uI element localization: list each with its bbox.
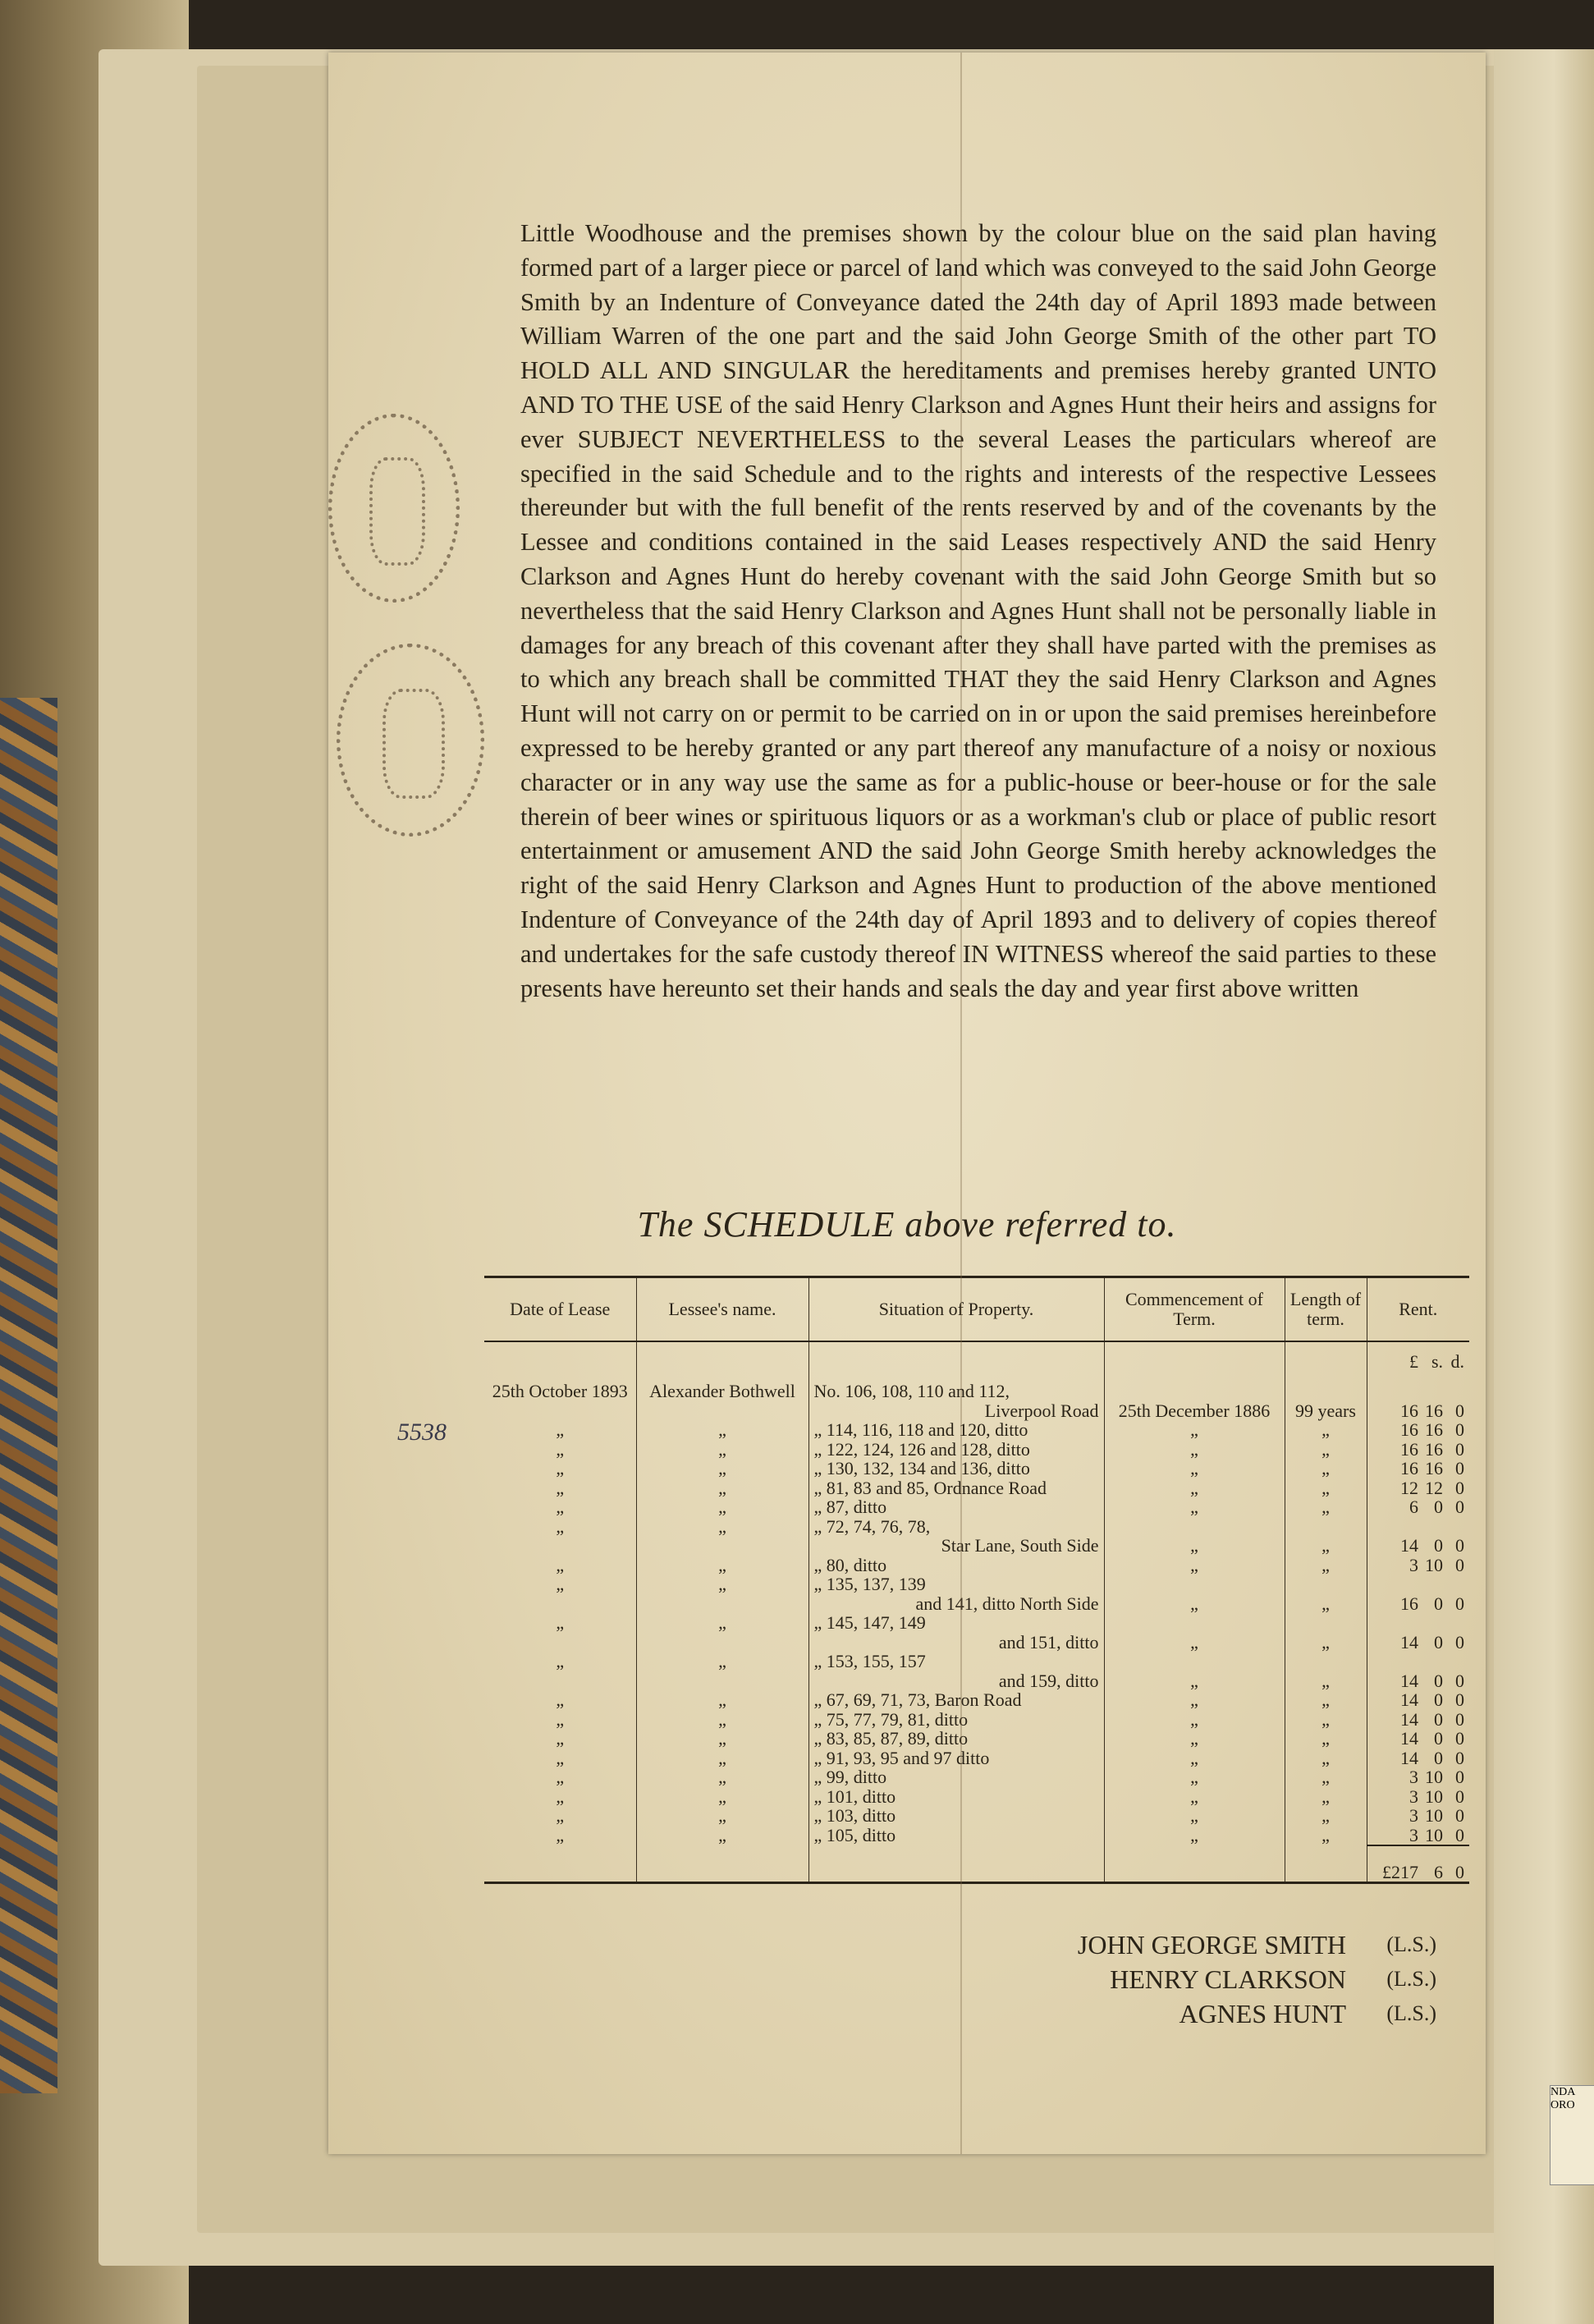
table-row (484, 1729, 1469, 1749)
row-commencement: „ (1104, 1478, 1285, 1498)
row-length: „ (1285, 1478, 1367, 1498)
signature-row (903, 1996, 1436, 2031)
table-row (484, 1575, 1469, 1594)
right-document-edge (1494, 49, 1594, 2324)
row-date: 25th October 1893 (492, 1381, 628, 1401)
rent-pounds: 14 (1400, 1535, 1418, 1556)
row-rent (1367, 1613, 1469, 1633)
row-commencement: „ (1104, 1536, 1285, 1556)
row-date: „ (556, 1747, 565, 1768)
row-date: „ (556, 1805, 565, 1826)
total-rent (1367, 1845, 1469, 1883)
rent-pence: 0 (1455, 1458, 1464, 1478)
row-length (1285, 1382, 1367, 1401)
table-row (484, 1806, 1469, 1826)
row-date: „ (556, 1689, 565, 1710)
row-date: „ (556, 1651, 565, 1671)
row-rent (1367, 1594, 1469, 1614)
row-situation: „ 72, 74, 76, 78, (808, 1517, 1104, 1537)
row-length: „ (1285, 1633, 1367, 1652)
row-length (1285, 1517, 1367, 1537)
rent-shillings: 10 (1425, 1785, 1443, 1807)
schedule-table-wrapper (484, 1276, 1469, 1884)
table-row (484, 1459, 1469, 1478)
row-lessee: „ (636, 1478, 808, 1498)
row-situation: „ 135, 137, 139 (808, 1575, 1104, 1594)
row-situation: and 151, ditto (808, 1633, 1104, 1652)
row-situation: „ 99, ditto (808, 1767, 1104, 1787)
row-commencement (1104, 1382, 1285, 1401)
rent-pounds: 16 (1400, 1458, 1418, 1478)
row-length: „ (1285, 1806, 1367, 1826)
rent-shillings: 0 (1434, 1708, 1443, 1730)
row-commencement: „ (1104, 1633, 1285, 1652)
row-rent (1367, 1401, 1469, 1421)
rent-shillings: 10 (1425, 1554, 1443, 1575)
row-date: „ (556, 1612, 565, 1633)
row-lessee: „ (636, 1729, 808, 1749)
rent-pounds: 12 (1400, 1477, 1418, 1498)
row-rent (1367, 1459, 1469, 1478)
edge-tab-line1: NDA (1550, 2086, 1576, 2098)
row-lessee (636, 1633, 808, 1652)
rent-pence: 0 (1455, 1767, 1464, 1787)
row-length: „ (1285, 1671, 1367, 1691)
row-length: „ (1285, 1594, 1367, 1614)
row-commencement: „ (1104, 1710, 1285, 1730)
row-rent (1367, 1767, 1469, 1787)
signer-name: AGNES HUNT (1179, 1999, 1346, 2028)
total-pounds: £217 (1382, 1861, 1418, 1882)
row-date: „ (556, 1767, 565, 1787)
table-row (484, 1420, 1469, 1440)
row-situation: and 141, ditto North Side (808, 1594, 1104, 1614)
row-length: „ (1285, 1710, 1367, 1730)
row-commencement: „ (1104, 1787, 1285, 1807)
row-rent (1367, 1517, 1469, 1537)
table-row (484, 1633, 1469, 1652)
row-situation: „ 105, ditto (808, 1826, 1104, 1846)
total-empty-cell (1104, 1845, 1285, 1883)
row-date (484, 1401, 636, 1421)
deed-body (520, 217, 1436, 1006)
total-empty-cell (484, 1845, 636, 1883)
row-lessee (636, 1594, 808, 1614)
row-lessee: „ (636, 1575, 808, 1594)
signer-name: HENRY CLARKSON (1110, 1964, 1346, 1994)
row-rent (1367, 1382, 1469, 1401)
header-rent: Rent. (1367, 1277, 1469, 1342)
perforated-crown-icon (382, 689, 445, 799)
row-date: „ (556, 1477, 565, 1498)
row-date (484, 1671, 636, 1691)
edge-tab (1550, 2085, 1594, 2185)
row-length (1285, 1613, 1367, 1633)
row-commencement: „ (1104, 1729, 1285, 1749)
row-rent (1367, 1497, 1469, 1517)
edge-tab-line2: ORO (1550, 2099, 1575, 2111)
perforated-stamp-icon (337, 644, 484, 837)
row-situation: „ 91, 93, 95 and 97 ditto (808, 1749, 1104, 1768)
rent-pounds: 14 (1400, 1689, 1418, 1710)
row-rent (1367, 1652, 1469, 1671)
signature-row (903, 1927, 1436, 1962)
rent-shillings: 10 (1425, 1767, 1443, 1787)
rent-pence: 0 (1455, 1535, 1464, 1556)
row-date (484, 1594, 636, 1614)
rent-pence: 0 (1455, 1593, 1464, 1614)
row-date: „ (556, 1554, 565, 1575)
row-situation: „ 83, 85, 87, 89, ditto (808, 1729, 1104, 1749)
row-rent (1367, 1420, 1469, 1440)
row-length: 99 years (1285, 1401, 1367, 1421)
signatures (903, 1927, 1436, 2031)
table-row (484, 1710, 1469, 1730)
row-situation: „ 81, 83 and 85, Ordnance Road (808, 1478, 1104, 1498)
row-situation: „ 130, 132, 134 and 136, ditto (808, 1459, 1104, 1478)
row-length: „ (1285, 1459, 1367, 1478)
row-length: „ (1285, 1420, 1367, 1440)
table-row (484, 1497, 1469, 1517)
row-lessee: „ (636, 1710, 808, 1730)
rent-pounds: 16 (1400, 1593, 1418, 1614)
table-row (484, 1652, 1469, 1671)
row-situation: „ 153, 155, 157 (808, 1652, 1104, 1671)
row-date: „ (556, 1708, 565, 1730)
row-date: „ (556, 1458, 565, 1478)
table-row (484, 1594, 1469, 1614)
rent-shillings: 0 (1434, 1728, 1443, 1749)
row-date: „ (556, 1438, 565, 1460)
schedule-title: The SCHEDULE above referred to. (637, 1204, 1177, 1245)
rent-shillings: 0 (1434, 1631, 1443, 1652)
table-row (484, 1478, 1469, 1498)
rent-shillings: 16 (1425, 1438, 1443, 1460)
row-commencement: „ (1104, 1594, 1285, 1614)
rent-shillings: 0 (1434, 1689, 1443, 1710)
rent-pounds: 14 (1400, 1631, 1418, 1652)
row-length: „ (1285, 1749, 1367, 1768)
rent-pounds: 3 (1409, 1785, 1418, 1807)
row-situation: „ 101, ditto (808, 1787, 1104, 1807)
row-rent (1367, 1536, 1469, 1556)
row-length: „ (1285, 1729, 1367, 1749)
table-row (484, 1671, 1469, 1691)
row-lessee: „ (636, 1497, 808, 1517)
row-commencement: „ (1104, 1556, 1285, 1575)
rent-pounds: 3 (1409, 1767, 1418, 1787)
deed-page (328, 53, 1486, 2154)
row-lessee: „ (636, 1749, 808, 1768)
row-lessee: „ (636, 1420, 808, 1440)
row-rent (1367, 1633, 1469, 1652)
rent-pence: 0 (1455, 1554, 1464, 1575)
row-rent (1367, 1671, 1469, 1691)
rent-shillings: 10 (1425, 1805, 1443, 1826)
rent-pounds: 14 (1400, 1670, 1418, 1691)
rent-shillings: 16 (1425, 1458, 1443, 1478)
row-lessee: „ (636, 1787, 808, 1807)
currency-pounds: £ (1409, 1351, 1418, 1372)
total-empty-cell (1285, 1845, 1367, 1883)
row-lessee: „ (636, 1440, 808, 1460)
row-rent (1367, 1556, 1469, 1575)
row-rent (1367, 1749, 1469, 1768)
currency-pence: d. (1450, 1351, 1464, 1372)
header-situation: Situation of Property. (808, 1277, 1104, 1342)
rent-pounds: 3 (1409, 1805, 1418, 1826)
table-row (484, 1787, 1469, 1807)
rent-pence: 0 (1455, 1400, 1464, 1421)
row-length: „ (1285, 1556, 1367, 1575)
rent-pounds: 3 (1409, 1554, 1418, 1575)
header-date: Date of Lease (484, 1277, 636, 1342)
row-situation: „ 80, ditto (808, 1556, 1104, 1575)
row-situation: and 159, ditto (808, 1671, 1104, 1691)
rent-pence: 0 (1455, 1708, 1464, 1730)
rent-pounds: 16 (1400, 1419, 1418, 1440)
row-rent (1367, 1478, 1469, 1498)
row-commencement (1104, 1613, 1285, 1633)
table-row (484, 1440, 1469, 1460)
row-lessee: „ (636, 1517, 808, 1537)
table-row (484, 1749, 1469, 1768)
row-date: „ (556, 1824, 565, 1845)
row-commencement: „ (1104, 1420, 1285, 1440)
row-commencement: „ (1104, 1806, 1285, 1826)
row-lessee (636, 1671, 808, 1691)
signer-seal: (L.S.) (1386, 1967, 1436, 1991)
rent-pence: 0 (1455, 1824, 1464, 1845)
rent-shillings: 12 (1425, 1477, 1443, 1498)
signature-row (903, 1962, 1436, 1996)
row-lessee: Alexander Bothwell (636, 1382, 808, 1401)
marbled-board (0, 698, 57, 2093)
row-situation: No. 106, 108, 110 and 112, (808, 1382, 1104, 1401)
row-date: „ (556, 1785, 565, 1807)
row-length (1285, 1575, 1367, 1594)
row-situation: „ 145, 147, 149 (808, 1613, 1104, 1633)
rent-shillings: 16 (1425, 1400, 1443, 1421)
header-commencement: Commencement of Term. (1104, 1277, 1285, 1342)
page-fold-line (960, 53, 962, 2154)
perforated-crown-icon (369, 457, 425, 565)
row-lessee (636, 1536, 808, 1556)
row-length: „ (1285, 1497, 1367, 1517)
row-situation: „ 75, 77, 79, 81, ditto (808, 1710, 1104, 1730)
row-situation: „ 103, ditto (808, 1806, 1104, 1826)
rent-pence: 0 (1455, 1438, 1464, 1460)
row-length: „ (1285, 1787, 1367, 1807)
table-row (484, 1767, 1469, 1787)
header-lessee: Lessee's name. (636, 1277, 808, 1342)
rent-shillings: 0 (1434, 1535, 1443, 1556)
row-lessee: „ (636, 1459, 808, 1478)
rent-pence: 0 (1455, 1497, 1464, 1517)
row-commencement (1104, 1652, 1285, 1671)
row-length: „ (1285, 1690, 1367, 1710)
total-empty-cell (636, 1845, 808, 1883)
row-length: „ (1285, 1826, 1367, 1846)
table-row (484, 1536, 1469, 1556)
currency-row (484, 1341, 1469, 1382)
row-lessee: „ (636, 1767, 808, 1787)
rent-pounds: 14 (1400, 1708, 1418, 1730)
schedule-body (484, 1341, 1469, 1883)
row-situation: Star Lane, South Side (808, 1536, 1104, 1556)
total-pence: 0 (1455, 1861, 1464, 1882)
signer-seal: (L.S.) (1386, 1932, 1436, 1956)
table-row (484, 1556, 1469, 1575)
row-date: „ (556, 1419, 565, 1440)
header-length: Length of term. (1285, 1277, 1367, 1342)
total-empty-cell (808, 1845, 1104, 1883)
row-date: „ (556, 1515, 565, 1537)
row-lessee: „ (636, 1826, 808, 1846)
signer-name: JOHN GEORGE SMITH (1077, 1930, 1346, 1960)
rent-pounds: 14 (1400, 1728, 1418, 1749)
total-shillings: 6 (1434, 1861, 1443, 1882)
row-rent (1367, 1575, 1469, 1594)
rent-pence: 0 (1455, 1477, 1464, 1498)
rent-pounds: 3 (1409, 1824, 1418, 1845)
signer-seal: (L.S.) (1386, 2001, 1436, 2025)
row-lessee: „ (636, 1556, 808, 1575)
rent-pence: 0 (1455, 1785, 1464, 1807)
table-row (484, 1613, 1469, 1633)
rent-pence: 0 (1455, 1747, 1464, 1768)
table-row (484, 1826, 1469, 1846)
row-rent (1367, 1710, 1469, 1730)
row-commencement: „ (1104, 1767, 1285, 1787)
row-commencement (1104, 1575, 1285, 1594)
row-commencement: „ (1104, 1440, 1285, 1460)
rent-shillings: 10 (1425, 1824, 1443, 1845)
row-commencement: 25th December 1886 (1104, 1401, 1285, 1421)
table-row (484, 1690, 1469, 1710)
row-length: „ (1285, 1440, 1367, 1460)
row-lessee: „ (636, 1613, 808, 1633)
table-row (484, 1382, 1469, 1401)
row-commencement: „ (1104, 1671, 1285, 1691)
rent-shillings: 0 (1434, 1593, 1443, 1614)
rent-shillings: 0 (1434, 1670, 1443, 1691)
currency-shillings: s. (1431, 1351, 1443, 1372)
row-length: „ (1285, 1767, 1367, 1787)
rent-shillings: 0 (1434, 1497, 1443, 1517)
row-situation: „ 87, ditto (808, 1497, 1104, 1517)
row-date: „ (556, 1574, 565, 1594)
table-row (484, 1401, 1469, 1421)
row-lessee: „ (636, 1690, 808, 1710)
margin-note: 5538 (397, 1419, 447, 1446)
row-rent (1367, 1440, 1469, 1460)
row-length (1285, 1652, 1367, 1671)
row-date: „ (556, 1497, 565, 1517)
row-date: „ (556, 1728, 565, 1749)
rent-shillings: 16 (1425, 1419, 1443, 1440)
rent-pounds: 14 (1400, 1747, 1418, 1768)
rent-pounds: 16 (1400, 1438, 1418, 1460)
row-situation: „ 114, 116, 118 and 120, ditto (808, 1420, 1104, 1440)
row-rent (1367, 1787, 1469, 1807)
row-lessee: „ (636, 1806, 808, 1826)
deed-paragraph: Little Woodhouse and the premises shown by the colour blue on the said plan having formed part of a larger piece or parcel of land which was conveyed to the said John George Smith by an Indenture of Conveyance dated the 24th day of April 1893 made between William Warren of the one part and the said John George Smith of the other part TO HOLD ALL AND SINGULAR the hereditaments and premises hereby granted UNTO AND TO THE USE of the said Henry Clarkson and Agnes Hunt their heirs and assigns for ever SUBJECT NEVERTHELESS to the several Leases the particulars whereof are specified in the said Schedule and to the rights and interests of the respective Lessees thereunder but with the full benefit of the rents reserved by and of the covenants by the Lessee and conditions contained in the said Leases respectively AND the said Henry Clarkson and Agnes Hunt do hereby covenant with the said John George Smith but so nevertheless that the said Henry Clarkson and Agnes Hunt shall not be personally liable in damages for any breach of this covenant after they shall have parted with the premises as to which any breach shall be committed THAT they the said Henry Clarkson and Agnes Hunt will not carry on or permit to be carried on in or upon the said premises hereinbefore expressed to be hereby granted or any part thereof any manufacture of a noisy or noxious character or in any way use the same as for a public-house or beer-house or for the sale therein of beer wines or spirituous liquors or as a workman's club or place of public resort entertainment or amusement AND the said John George Smith hereby acknowledges the right of the said Henry Clarkson and Agnes Hunt to production of the above mentioned Indenture of Conveyance of the 24th day of April 1893 and to delivery of copies thereof and undertakes for the safe custody thereof IN WITNESS whereof the said parties to these presents have hereunto set their hands and seals the day and year first above written (520, 219, 1436, 1002)
row-date (484, 1633, 636, 1652)
rent-pence: 0 (1455, 1805, 1464, 1826)
row-situation: „ 67, 69, 71, 73, Baron Road (808, 1690, 1104, 1710)
rent-shillings: 0 (1434, 1747, 1443, 1768)
schedule-table (484, 1276, 1469, 1884)
row-rent (1367, 1806, 1469, 1826)
row-situation: Liverpool Road (808, 1401, 1104, 1421)
row-commencement: „ (1104, 1826, 1285, 1846)
row-commencement: „ (1104, 1749, 1285, 1768)
rent-pounds: 16 (1400, 1400, 1418, 1421)
row-commencement: „ (1104, 1690, 1285, 1710)
rent-pence: 0 (1455, 1689, 1464, 1710)
row-rent (1367, 1729, 1469, 1749)
row-commencement: „ (1104, 1497, 1285, 1517)
row-rent (1367, 1690, 1469, 1710)
rent-pence: 0 (1455, 1419, 1464, 1440)
row-lessee: „ (636, 1652, 808, 1671)
row-length: „ (1285, 1536, 1367, 1556)
perforated-stamp-icon (328, 414, 460, 603)
row-commencement (1104, 1517, 1285, 1537)
rent-pence: 0 (1455, 1631, 1464, 1652)
table-row (484, 1517, 1469, 1537)
row-situation: „ 122, 124, 126 and 128, ditto (808, 1440, 1104, 1460)
row-date (484, 1536, 636, 1556)
total-row (484, 1845, 1469, 1883)
rent-pence: 0 (1455, 1728, 1464, 1749)
row-commencement: „ (1104, 1459, 1285, 1478)
rent-pounds: 6 (1409, 1497, 1418, 1517)
rent-pence: 0 (1455, 1670, 1464, 1691)
row-lessee (636, 1401, 808, 1421)
row-rent (1367, 1826, 1469, 1846)
